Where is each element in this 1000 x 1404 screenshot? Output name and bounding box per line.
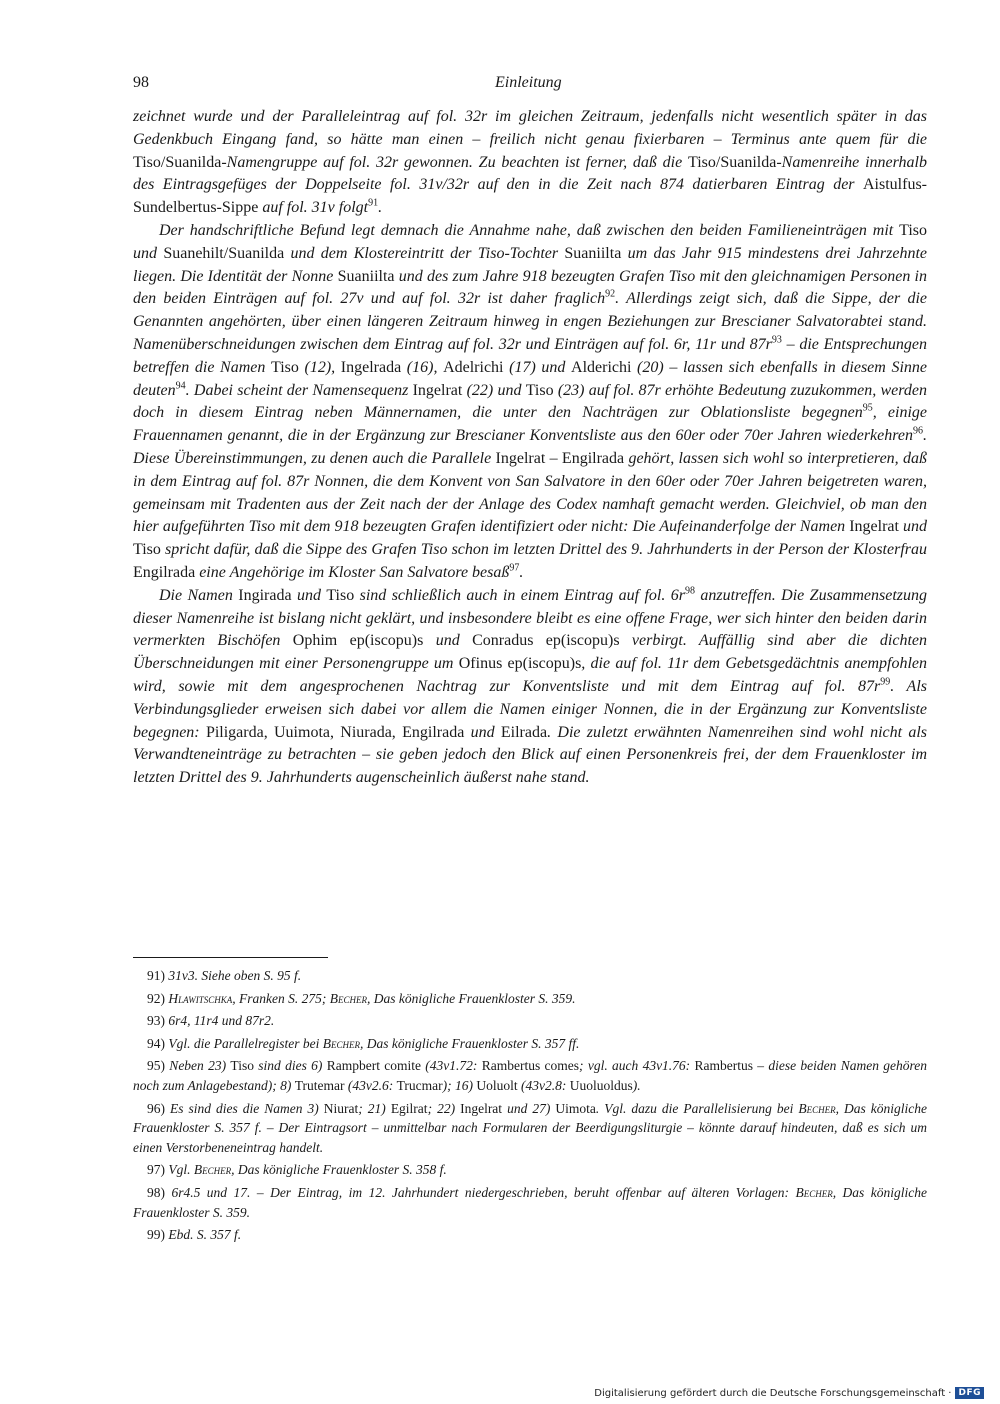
footnote-text: , Das königliche Frauenkloster S. 359. (133, 1184, 928, 1220)
name-text: Rambertus comes (481, 1058, 580, 1074)
footnote-number: 93) (147, 1013, 165, 1029)
paragraph-text: und des zum Jahre 918 bezeugten Grafen Tiso mit den gleichnamigen Personen in den beiden Einträgen auf fol. 27v und auf fol. 32r ist daher fraglich (133, 267, 927, 308)
paragraph-text: -Namenreihe innerhalb des Eintragsgefüges der Doppelseite fol. 31v/32r auf den in die Zeit nach 874 datierbaren Eintrag der (133, 153, 927, 194)
paragraph-text: . (519, 563, 524, 581)
footnote-text: sind dies 6) (253, 1058, 327, 1074)
paragraph-text: -Namengruppe auf fol. 32r gewonnen. Zu beachten ist ferner, daß die (221, 153, 689, 171)
dfg-logo: DFG (955, 1387, 984, 1399)
footnote-number: 91) (147, 968, 165, 983)
paragraph-text: und (898, 518, 928, 536)
paragraph-text: (17) und (503, 358, 572, 376)
paragraph-text: um das Jahr 915 mindestens drei Jahrzehnte liegen. Die Identität der Nonne (133, 244, 928, 285)
footnote-text: Es sind dies die Namen 3) (165, 1100, 324, 1116)
footnote-text: Ebd. S. 357 f. (165, 1227, 242, 1243)
paragraph-text: und (464, 723, 501, 741)
footnote-text: ). (632, 1077, 641, 1093)
digitization-footer (594, 1387, 984, 1399)
footnote-ref: 91 (368, 197, 379, 209)
name-text: Trucmar (396, 1077, 443, 1093)
name-text: Ingirada (238, 586, 292, 604)
footnote-text: ); 16) (442, 1077, 477, 1093)
paragraph-text: und (423, 632, 473, 650)
main-text (133, 106, 927, 790)
name-text: Aistulfus-Sundelbertus-Sippe (133, 176, 927, 217)
author-name: Becher (798, 1100, 836, 1116)
footnote-ref: 96 (913, 425, 923, 437)
footnote-ref: 97 (509, 562, 520, 574)
footnote-ref: 93 (771, 334, 782, 346)
footnote-text: . Vgl. dazu die Parallelisierung bei (595, 1100, 799, 1116)
name-text: Ofinus ep(iscopu)s (458, 655, 582, 673)
paragraph-text: Die Namen (159, 586, 239, 604)
footnote-rule (133, 957, 328, 958)
name-text: Tiso (326, 586, 355, 604)
footnote-ref: 98 (684, 585, 695, 597)
author-name: Becher (795, 1184, 833, 1200)
paragraph-text: . Dabei scheint der Namensequenz (185, 381, 413, 399)
footnote (133, 1011, 927, 1031)
footnote-text: Neben 23) (165, 1058, 231, 1074)
name-text: Uuoluoldus (569, 1077, 633, 1093)
paragraph-text: und (133, 244, 164, 262)
footnote (133, 966, 927, 986)
page-number: 98 (133, 74, 149, 91)
footnote-text: (43v1.72: (421, 1058, 482, 1074)
paragraph-text: (20) – lassen sich ebenfalls in diesem Sinne deuten (133, 358, 927, 399)
paragraph (133, 106, 927, 220)
paragraph-text: . Als Verbindungsglieder erweisen sich dabei vor allem die Namen einiger Nonnen, die in der Ergänzung zur Konventsliste begegnen: (133, 677, 927, 741)
footnote-text: ; 21) (358, 1100, 391, 1116)
footnote-text: Vgl. (165, 1162, 194, 1178)
footnote-text: 6r4.5 und 17. – Der Eintrag, im 12. Jahrhundert niedergeschrieben, beruht offenbar auf älteren Vorlagen: (165, 1184, 796, 1200)
footnote (133, 989, 927, 1009)
footnote-number: 95) (147, 1058, 165, 1074)
name-text: Uimota (555, 1100, 596, 1116)
paragraph-text: zeichnet wurde und der Paralleleintrag auf fol. 32r im gleichen Zeitraum, jedenfalls nicht wesentlich später in das Gedenkbuch Eingang fand, so hätte man einen – freilich nicht genau fixierbaren – Terminus ante quem für die (133, 108, 927, 148)
footnote-ref: 92 (605, 289, 616, 301)
name-text: Tiso (899, 221, 927, 239)
footnote (133, 1160, 927, 1180)
footnote-number: 96) (147, 1100, 165, 1116)
name-text: Uoluolt (476, 1077, 518, 1093)
name-text: Alderichi (571, 358, 632, 376)
name-text: Tiso (525, 381, 554, 399)
footnote-text: Vgl. die Parallelregister bei (165, 1035, 323, 1051)
footnote-number: 97) (147, 1162, 165, 1178)
paragraph (133, 585, 927, 790)
paragraph-text: (23) auf fol. 87r erhöhte Bedeutung zuzukommen, werden doch in diesem Eintrag neben Männernamen, die unter den Nachträgen zur Oblationsliste begegnen (133, 381, 928, 422)
footnote-text: , Das königliche Frauenkloster S. 357 f. – Der Eintragsort – unmittelbar nach Formularen der Beerdigungsliturgie – könnte darauf hindeuten, daß es sich um einen Verstorbeneneintrag handelt. (133, 1100, 927, 1155)
footnote-ref: 99 (880, 676, 891, 688)
name-text: Tiso (271, 358, 299, 376)
name-text: Rambertus (694, 1058, 753, 1074)
name-text: Ophim ep(iscopu)s (292, 632, 424, 650)
name-text: Trutemar (294, 1077, 345, 1093)
paragraph-text: auf fol. 31v folgt (258, 199, 369, 217)
name-text: Suanehilt/Suanilda (163, 244, 285, 262)
paragraph-text: Der handschriftliche Befund legt demnach die Annahme nahe, daß zwischen den beiden Familieneinträgen mit (159, 221, 900, 239)
footnote-text: ; 22) (427, 1100, 461, 1116)
name-text: Rampbert comite (326, 1058, 421, 1074)
paragraph-text: – die Entsprechungen betreffen die Namen (133, 335, 927, 376)
footnote-number: 98) (147, 1184, 165, 1200)
paragraph-text: und dem Klostereintritt der Tiso-Tochter (284, 244, 565, 262)
paragraph-text: verbirgt. Auffällig sind aber die dichten Überschneidungen mit einer Personengruppe um (133, 632, 928, 673)
name-text: Conradus ep(iscopu)s (472, 632, 620, 650)
name-text: Tiso/Suanilda (688, 153, 777, 171)
name-text: Ingelrat (412, 381, 463, 399)
paragraph (133, 220, 927, 585)
footnote-text: (43v2.8: (517, 1077, 570, 1093)
footnote-number: 99) (147, 1227, 165, 1243)
footnotes (133, 966, 927, 1248)
footnote-text: , Franken S. 275; (232, 990, 330, 1006)
paragraph-text: anzutreffen. Die Zusammensetzung dieser Namenreihe ist bislang nicht geklärt, und insbesondere bleibt es eine offene Frage, wer sich hinter den beiden darin vermerkten Bischöfen (133, 586, 928, 650)
name-text: Ingelrat (849, 518, 899, 536)
paragraph-text: gehört, lassen sich wohl so interpretieren, daß in dem Eintrag auf fol. 87r Nonnen, die dem Konvent von San Salvatore in den 60er oder 70er Jahren beigetreten waren, gemeinsam mit Tradenten aus der Zeit nach der der Anlage des Codex namhaft gemacht werden. Gleichviel, ob man den hier aufgeführten Tiso mit dem 918 bezeugten Grafen identifiziert oder nicht: Die Aufeinanderfolge der Namen (133, 449, 927, 536)
name-text: Tiso (230, 1058, 254, 1074)
footnote (133, 1225, 927, 1245)
footnote (133, 1056, 927, 1095)
paragraph-text: , die auf fol. 11r dem Gebetsgedächtnis anempfohlen wird, sowie mit dem angesprochenen Nachtrag zur Konventsliste und mit dem Eintrag auf fol. 87r (133, 655, 927, 695)
paragraph-text: . Die zuletzt erwähnten Namenreihen sind wohl nicht als Verwandteneinträge zu betrachten – sie geben jedoch den Blick auf einen Personenkreis frei, der dem Frauenkloster im letzten Drittel des 9. Jahrhunderts augenscheinlich äußerst nahe stand. (133, 723, 928, 787)
name-text: Ingelrat (460, 1100, 503, 1116)
footnote (133, 1099, 927, 1158)
author-name: Becher (329, 990, 368, 1006)
footnote (133, 1034, 927, 1054)
name-text: Suaniilta (564, 244, 622, 262)
author-name: Becher (322, 1035, 360, 1051)
name-text: Engilrada (133, 563, 196, 581)
footnote-text: (43v2.6: (344, 1077, 397, 1093)
name-text: Niurat (323, 1100, 359, 1116)
name-text: Adelrichi (443, 358, 504, 376)
paragraph-text: , einige Frauennamen genannt, die in der Ergänzung zur Brescianer Konventsliste aus den 60er oder 70er Jahren wiederkehren (133, 404, 928, 445)
footnote-text: , Das königliche Frauenkloster S. 358 f. (231, 1162, 447, 1178)
running-head: Einleitung (495, 74, 562, 91)
paragraph-text: eine Angehörige im Kloster San Salvatore besaß (195, 563, 510, 581)
paragraph-text: (16), (401, 358, 444, 376)
name-text: Tiso/Suanilda (133, 153, 222, 171)
footnote-text: , Das königliche Frauenkloster S. 357 ff. (359, 1035, 580, 1051)
author-name: Becher (193, 1162, 232, 1178)
paragraph-text: sind schließlich auch in einem Eintrag auf fol. 6r (354, 586, 685, 604)
footnote-text: ; vgl. auch 43v1.76: (579, 1058, 695, 1074)
paragraph-text: . Allerdings zeigt sich, daß die Sippe, der die Genannten angehörten, über einen längeren Zeitraum hinweg in engen Beziehungen zur Brescianer Salvatorabtei stand. Namenüberschneidungen zwischen dem Eintrag auf fol. 32r und Einträgen auf fol. 6r, 11r und 87r (133, 290, 927, 353)
footnote-ref: 94 (175, 380, 186, 392)
name-text: Tiso (133, 541, 161, 559)
name-text: Suaniilta (337, 267, 395, 285)
footnote-text: und 27) (502, 1100, 556, 1116)
paragraph-text: und (291, 586, 327, 604)
footnote-number: 94) (147, 1035, 165, 1051)
footnote-text: , Das königliche Frauenkloster S. 359. (367, 990, 576, 1006)
name-text: Ingelrada (340, 358, 402, 376)
author-name: Hlawitschka (168, 990, 233, 1006)
name-text: Piligarda, Uuimota, Niurada, Engilrada (205, 723, 465, 741)
paragraph-text: . Diese Übereinstimmungen, zu denen auch die Parallele (133, 427, 927, 467)
footnote-text: 6r4, 11r4 und 87r2. (165, 1013, 275, 1029)
digitization-notice: Digitalisierung gefördert durch die Deutsche Forschungsgemeinschaft · (594, 1387, 952, 1399)
paragraph-text: (22) und (462, 381, 526, 399)
name-text: Eilrada (500, 723, 548, 741)
paragraph-text: (12), (298, 358, 341, 376)
footnote (133, 1183, 927, 1222)
footnote-text: 31v3. Siehe oben S. 95 f. (165, 968, 302, 983)
footnote-text: – diese beiden Namen gehören noch zum Anlagebestand); 8) (133, 1058, 928, 1093)
footnote-ref: 95 (862, 403, 873, 415)
paragraph-text: . (378, 199, 383, 217)
paragraph-text: spricht dafür, daß die Sippe des Grafen Tiso schon im letzten Drittel des 9. Jahrhunderts in der Person der Klosterfrau (160, 541, 927, 559)
name-text: Egilrat (390, 1100, 428, 1116)
name-text: Ingelrat – Engilrada (495, 449, 625, 467)
footnote-number: 92) (147, 990, 165, 1006)
